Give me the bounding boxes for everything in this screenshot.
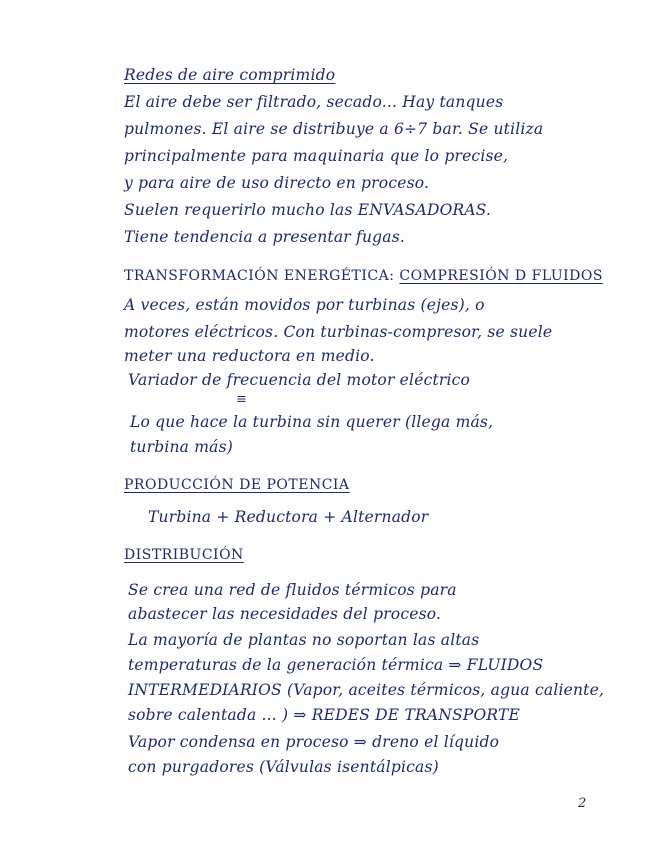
heading-distribucion: DISTRIBUCIÓN — [124, 547, 244, 563]
turbina-line-2: turbina más) — [130, 438, 233, 456]
section-title-aire-comprimido: Redes de aire comprimido — [124, 66, 336, 84]
distribucion-line-4: temperaturas de la generación térmica ⇒ FLUIDOS — [128, 656, 544, 674]
distribucion-line-3: La mayoría de plantas no soportan las altas — [128, 631, 480, 649]
aire-line-5: Suelen requerirlo mucho las ENVASADORAS. — [124, 201, 492, 219]
distribucion-line-5: INTERMEDIARIOS (Vapor, aceites térmicos, agua caliente, — [128, 681, 605, 699]
aire-line-6: Tiene tendencia a presentar fugas. — [124, 228, 405, 246]
heading-transformacion-underlined: COMPRESIÓN D FLUIDOS — [399, 268, 603, 284]
transformacion-line-3: meter una reductora en medio. — [124, 347, 375, 365]
heading-transformacion — [124, 266, 603, 286]
distribucion-line-6: sobre calentada ... ) ⇒ REDES DE TRANSPORTE — [128, 706, 521, 724]
equivalence-mark: ≡ — [236, 392, 248, 407]
distribucion-line-7: Vapor condensa en proceso ⇒ dreno el líquido — [128, 733, 500, 751]
heading-produccion: PRODUCCIÓN DE POTENCIA — [124, 477, 350, 493]
distribucion-line-2: abastecer las necesidades del proceso. — [128, 605, 442, 623]
aire-line-2: pulmones. El aire se distribuye a 6÷7 bar. Se utiliza — [124, 120, 544, 138]
turbina-line-1: Lo que hace la turbina sin querer (llega más, — [130, 413, 494, 431]
aire-line-1: El aire debe ser filtrado, secado... Hay tanques — [124, 93, 504, 111]
page-number: 2 — [578, 796, 587, 811]
distribucion-line-8: con purgadores (Válvulas isentálpicas) — [128, 758, 439, 776]
aire-line-3: principalmente para maquinaria que lo precise, — [124, 147, 509, 165]
transformacion-line-2: motores eléctricos. Con turbinas-compresor, se suele — [124, 323, 553, 341]
heading-transformacion-prefix: TRANSFORMACIÓN ENERGÉTICA: — [124, 268, 400, 284]
distribucion-line-1: Se crea una red de fluidos térmicos para — [128, 581, 457, 599]
transformacion-line-1: A veces, están movidos por turbinas (ejes), o — [124, 296, 485, 314]
aire-line-4: y para aire de uso directo en proceso. — [124, 174, 430, 192]
transformacion-line-4: Variador de frecuencia del motor eléctrico — [128, 371, 471, 389]
produccion-formula: Turbina + Reductora + Alternador — [148, 508, 429, 526]
